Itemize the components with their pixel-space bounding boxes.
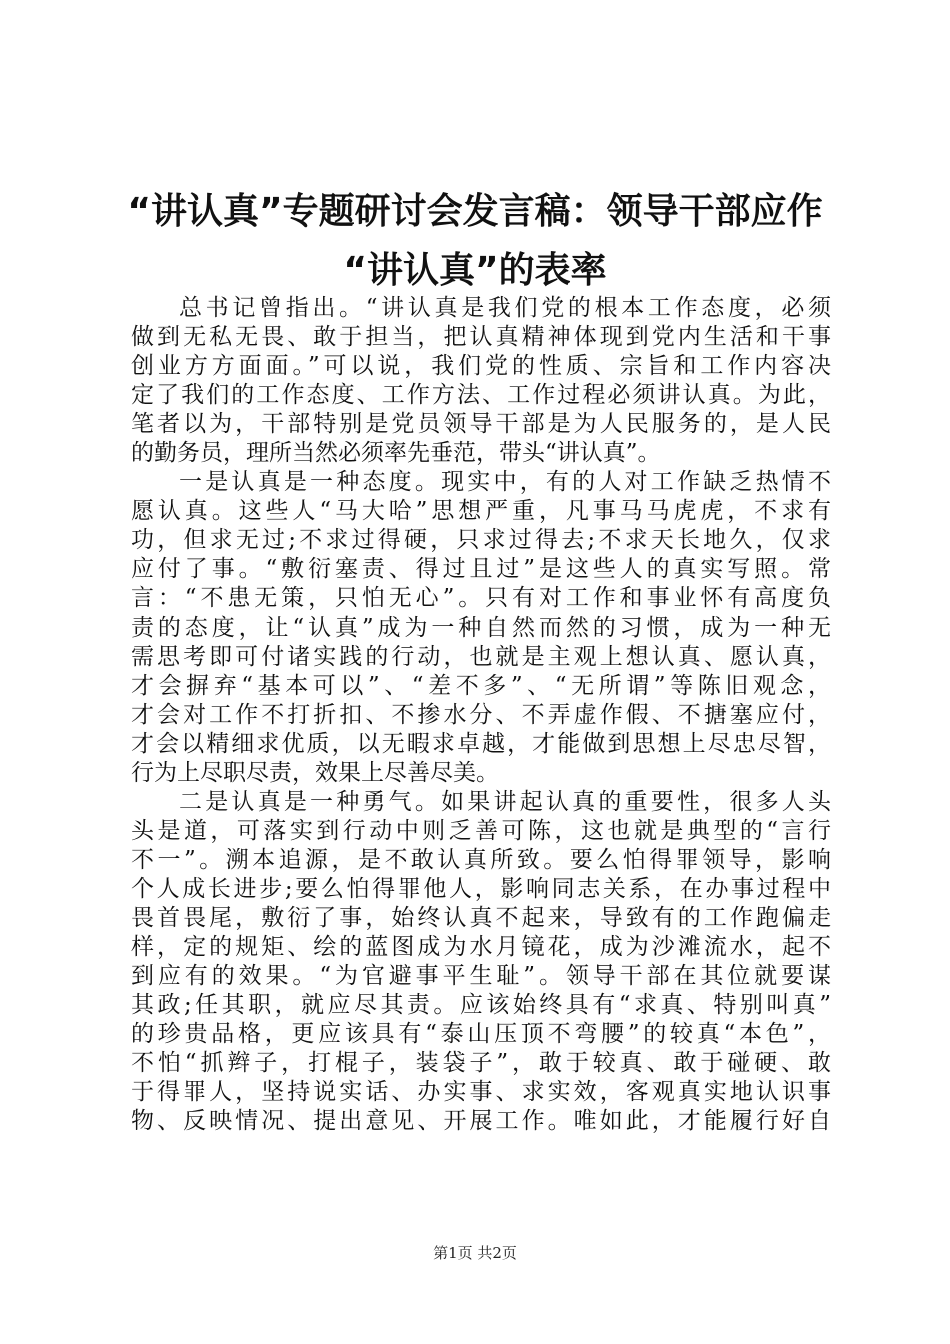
document-title-line-1: “讲认真”专题研讨会发言稿：领导干部应作: [127, 191, 823, 232]
body-line: 总书记曾指出。“讲认真是我们党的根本工作态度，必须: [179, 295, 831, 321]
body-line: 不一”。溯本追源，是不敢认真所致。要么怕得罪领导，影响: [131, 846, 831, 873]
body-line: 做到无私无畏、敢于担当，把认真精神体现到党内生活和干事: [131, 324, 831, 351]
body-line: 笔者以为，干部特别是党员领导干部是为人民服务的，是人民: [131, 411, 831, 438]
body-line: 的珍贵品格，更应该具有“泰山压顶不弯腰”的较真“本色”，: [131, 1021, 831, 1048]
body-line: 才会摒弃“基本可以”、“差不多”、“无所谓”等陈旧观念，: [131, 672, 831, 699]
body-line: 功，但求无过;不求过得硬，只求过得去;不求天长地久，仅求: [131, 527, 831, 554]
body-line: 到应有的效果。“为官避事平生耻”。领导干部在其位就要谋: [131, 963, 831, 990]
body-line: 畏首畏尾，敷衍了事，始终认真不起来，导致有的工作跑偏走: [131, 904, 831, 931]
body-line: 愿认真。这些人“马大哈”思想严重，凡事马马虎虎，不求有: [131, 498, 831, 525]
body-line: 才会对工作不打折扣、不掺水分、不弄虚作假、不搪塞应付，: [131, 701, 831, 728]
body-line: 一是认真是一种态度。现实中，有的人对工作缺乏热情不: [179, 469, 831, 496]
body-line: 行为上尽职尽责，效果上尽善尽美。: [131, 759, 499, 786]
document-body: [131, 294, 831, 1136]
body-line: 其政;任其职，就应尽其责。应该始终具有“求真、特别叫真”: [131, 992, 831, 1019]
body-line: 不怕“抓辫子，打棍子，装袋子”，敢于较真、敢于碰硬、敢: [131, 1050, 831, 1077]
body-line: 于得罪人，坚持说实话、办实事、求实效，客观真实地认识事: [131, 1079, 831, 1106]
body-line: 头是道，可落实到行动中则乏善可陈，这也就是典型的“言行: [131, 817, 831, 844]
body-line: 定了我们的工作态度、工作方法、工作过程必须讲认真。为此，: [131, 382, 831, 409]
body-line: 的勤务员，理所当然必须率先垂范，带头“讲认真”。: [131, 440, 661, 467]
body-line: 个人成长进步;要么怕得罪他人，影响同志关系，在办事过程中: [131, 875, 831, 902]
body-line: 样，定的规矩、绘的蓝图成为水月镜花，成为沙滩流水，起不: [131, 934, 831, 961]
body-line: 物、反映情况、提出意见、开展工作。唯如此，才能履行好自: [131, 1108, 831, 1135]
body-line: 二是认真是一种勇气。如果讲起认真的重要性，很多人头: [179, 788, 831, 815]
body-line: 创业方方面面。”可以说，我们党的性质、宗旨和工作内容决: [131, 353, 831, 380]
page-footer: 第1页 共2页: [433, 1244, 517, 1262]
body-line: 责的态度，让“认真”成为一种自然而然的习惯，成为一种无: [131, 614, 831, 641]
body-line: 需思考即可付诸实践的行动，也就是主观上想认真、愿认真，: [131, 643, 831, 670]
document-title-line-2: “讲认真”的表率: [343, 250, 607, 291]
body-line: 应付了事。“敷衍塞责、得过且过”是这些人的真实写照。常: [131, 556, 831, 583]
body-line: 言：“不患无策，只怕无心”。只有对工作和事业怀有高度负: [131, 585, 831, 612]
body-line: 才会以精细求优质，以无暇求卓越，才能做到思想上尽忠尽智，: [131, 730, 831, 757]
